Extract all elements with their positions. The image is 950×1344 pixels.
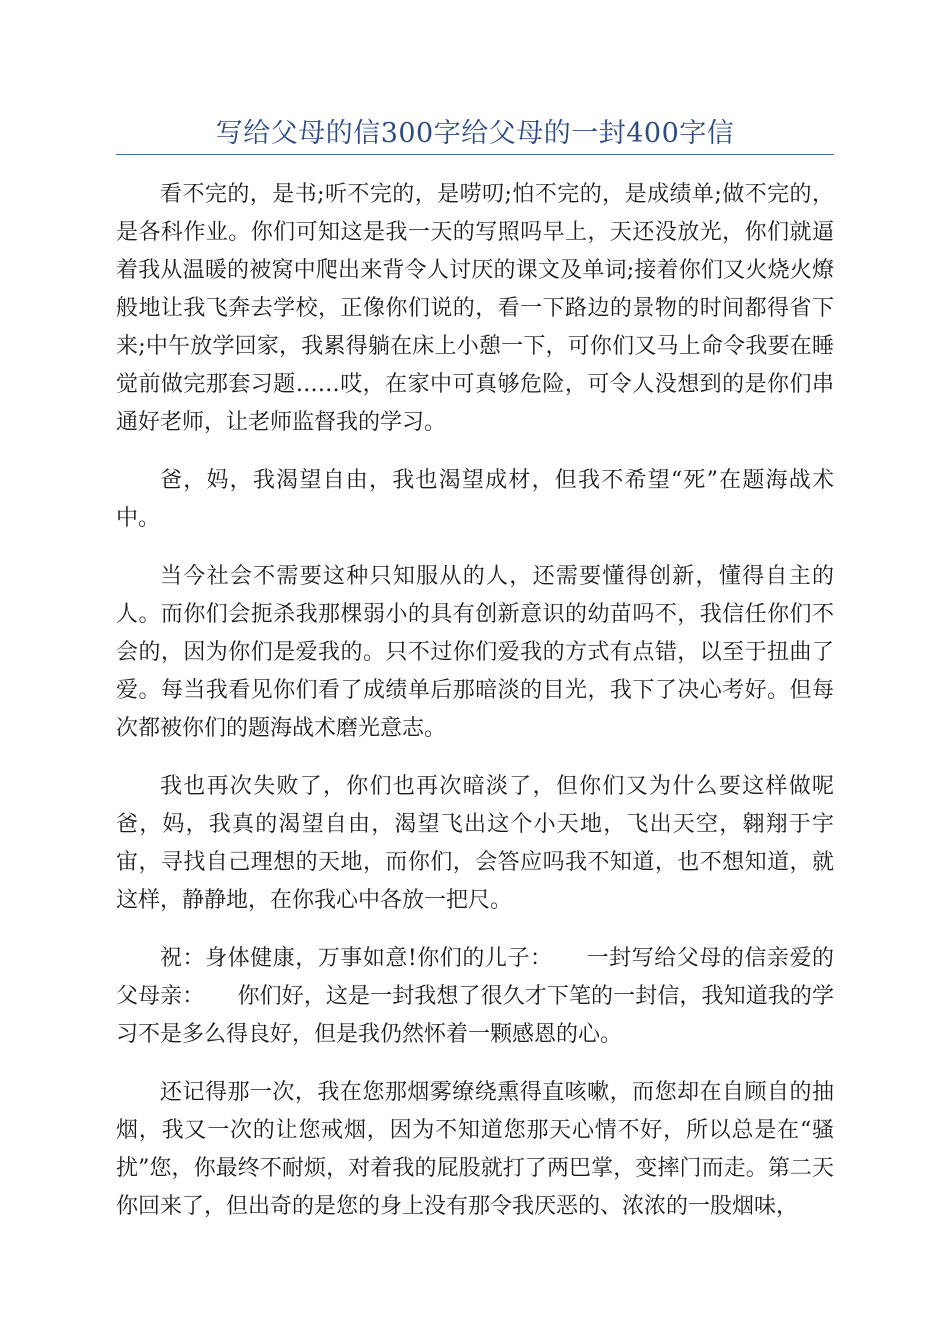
paragraph: 祝：身体健康，万事如意!你们的儿子： 一封写给父母的信亲爱的父母亲： 你们好，这是一封我想了很久才下笔的一封信，我知道我的学习不是多么得良好，但是我仍然怀着一颗感恩的心。	[116, 946, 834, 1047]
paragraph: 当今社会不需要这种只知服从的人，还需要懂得创新，懂得自主的人。而你们会扼杀我那棵弱小的具有创新意识的幼苗吗不，我信任你们不会的，因为你们是爱我的。只不过你们爱我的方式有点错，以至于扭曲了爱。每当我看见你们看了成绩单后那暗淡的目光，我下了决心考好。但每次都被你们的题海战术磨光意志。	[116, 564, 834, 741]
document-body	[116, 176, 834, 1246]
paragraph: 爸，妈，我渴望自由，我也渴望成材，但我不希望“死”在题海战术中。	[116, 468, 834, 531]
paragraph: 我也再次失败了，你们也再次暗淡了，但你们又为什么要这样做呢爸，妈，我真的渴望自由，渴望飞出这个小天地，飞出天空，翱翔于宇宙，寻找自己理想的天地，而你们，会答应吗我不知道，也不想知道，就这样，静静地，在你我心中各放一把尺。	[116, 774, 834, 913]
title-underline	[116, 154, 834, 155]
document-title: 写给父母的信300字给父母的一封400字信	[215, 118, 735, 149]
paragraph: 还记得那一次，我在您那烟雾缭绕熏得直咳嗽，而您却在自顾自的抽烟，我又一次的让您戒烟，因为不知道您那天心情不好，所以总是在“骚扰”您，你最终不耐烦，对着我的屁股就打了两巴掌，变摔门而走。第二天你回来了，但出奇的是您的身上没有那令我厌恶的、浓浓的一股烟味，	[116, 1080, 834, 1219]
paragraph: 看不完的，是书;听不完的，是唠叨;怕不完的，是成绩单;做不完的，是各科作业。你们可知这是我一天的写照吗早上，天还没放光，你们就逼着我从温暖的被窝中爬出来背令人讨厌的课文及单词;接着你们又火烧火燎般地让我飞奔去学校，正像你们说的，看一下路边的景物的时间都得省下来;中午放学回家，我累得躺在床上小憩一下，可你们又马上命令我要在睡觉前做完那套习题……哎，在家中可真够危险，可令人没想到的是你们串通好老师，让老师监督我的学习。	[116, 182, 834, 435]
